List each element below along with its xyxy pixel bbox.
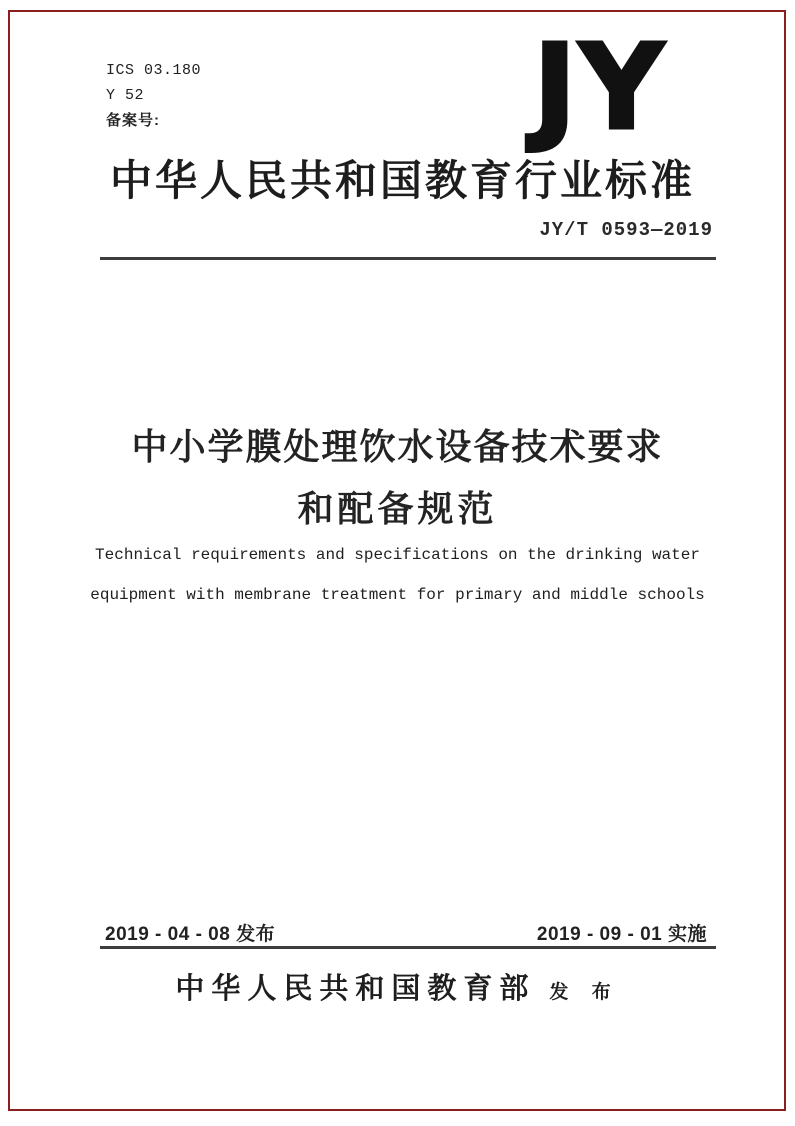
- header-divider-line: [100, 257, 716, 260]
- dates-row: [105, 919, 707, 946]
- implementation-date: 2019 - 09 - 01 实施: [536, 924, 707, 945]
- jy-logo: JY: [532, 18, 667, 156]
- classification-code: Y 52: [106, 87, 145, 104]
- publisher-action-label: 发 布: [549, 982, 620, 1003]
- document-title-en-line1: Technical requirements and specifications on the drinking water: [95, 546, 700, 564]
- standard-type-title: 中华人民共和国教育行业标准: [109, 159, 695, 205]
- publisher-organization: 中华人民共和国教育部: [175, 973, 536, 1005]
- record-number-label: 备案号:: [106, 112, 160, 129]
- ics-code: ICS 03.180: [106, 62, 202, 79]
- publisher-row: [0, 966, 795, 1007]
- ics-codes-block: [106, 58, 201, 133]
- document-title-en-line2: equipment with membrane treatment for primary and middle schools: [90, 586, 705, 604]
- standard-number: JY/T 0593—2019: [539, 219, 713, 241]
- footer-divider-line: [100, 946, 716, 949]
- document-title-zh-line2: 和配备规范: [297, 488, 498, 529]
- document-title-zh-line1: 中小学膜处理饮水设备技术要求: [131, 426, 664, 467]
- issue-date: 2019 - 04 - 08 发布: [105, 924, 276, 945]
